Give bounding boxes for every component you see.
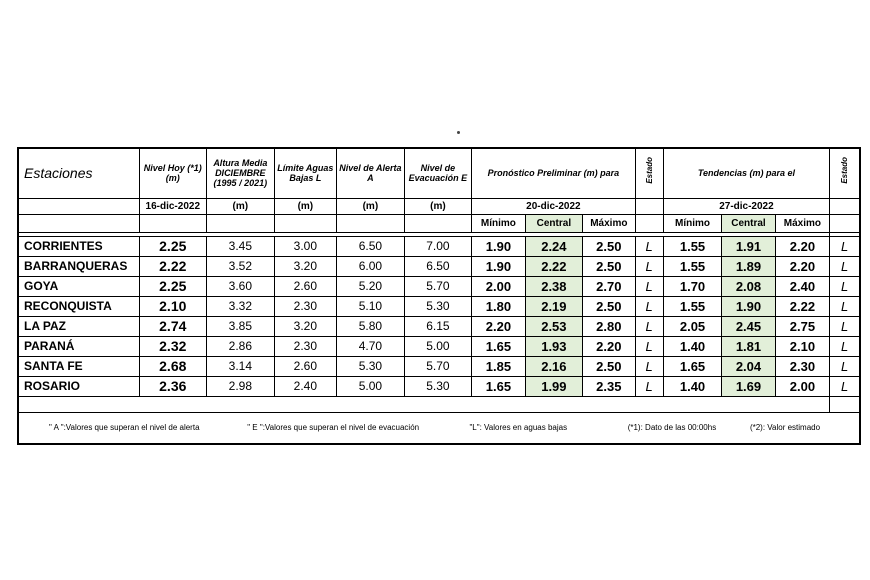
tendencia-estado: L — [830, 376, 860, 396]
header-pronostico: Pronóstico Preliminar (m) para — [472, 148, 635, 198]
tendencia-maximo: 2.20 — [775, 256, 829, 276]
nivel-alerta: 4.70 — [337, 336, 405, 356]
pronostico-maximo: 2.50 — [583, 236, 635, 256]
sub-minimo: Mínimo — [472, 214, 525, 232]
empty-cell — [830, 214, 860, 232]
altura-media: 3.85 — [207, 316, 275, 336]
tendencia-minimo: 1.70 — [663, 276, 721, 296]
unit-altura: (m) — [207, 198, 275, 214]
header-alerta: Nivel de Alerta A — [337, 148, 405, 198]
limite-aguas-bajas: 2.60 — [274, 276, 337, 296]
footer-bajas: "L": Valores en aguas bajas — [469, 423, 568, 433]
nivel-evacuacion: 6.15 — [404, 316, 472, 336]
table-row — [18, 256, 860, 276]
tendencia-central: 1.90 — [722, 296, 775, 316]
table-row — [18, 376, 860, 396]
tendencia-central: 1.69 — [722, 376, 775, 396]
station-name: BARRANQUERAS — [18, 256, 139, 276]
spacer-row — [18, 396, 830, 412]
pronostico-minimo: 1.90 — [472, 256, 525, 276]
nivel-alerta: 5.20 — [337, 276, 405, 296]
spacer-cell — [830, 396, 860, 412]
tendencia-minimo: 2.05 — [663, 316, 721, 336]
unit-alerta: (m) — [337, 198, 405, 214]
altura-media: 3.45 — [207, 236, 275, 256]
sub-central: Central — [525, 214, 582, 232]
nivel-alerta: 6.50 — [337, 236, 405, 256]
pronostico-central: 2.22 — [525, 256, 582, 276]
date-pronostico: 20-dic-2022 — [472, 198, 635, 214]
limite-aguas-bajas: 2.30 — [274, 296, 337, 316]
nivel-hoy: 2.25 — [139, 236, 207, 256]
tendencia-minimo: 1.55 — [663, 296, 721, 316]
pronostico-minimo: 1.90 — [472, 236, 525, 256]
empty-cell — [139, 214, 207, 232]
header-altura-media: Altura Media DICIEMBRE (1995 / 2021) — [207, 148, 275, 198]
nivel-alerta: 5.30 — [337, 356, 405, 376]
pronostico-minimo: 1.85 — [472, 356, 525, 376]
tendencia-central: 2.45 — [722, 316, 775, 336]
tendencia-minimo: 1.55 — [663, 256, 721, 276]
nivel-evacuacion: 5.00 — [404, 336, 472, 356]
tendencia-minimo: 1.40 — [663, 336, 721, 356]
pronostico-estado: L — [635, 356, 663, 376]
header-estado2: Estado — [840, 157, 850, 185]
table-row — [18, 236, 860, 256]
sub-maximo2: Máximo — [775, 214, 829, 232]
nivel-evacuacion: 5.70 — [404, 356, 472, 376]
tendencia-minimo: 1.55 — [663, 236, 721, 256]
stray-dot — [457, 131, 460, 134]
sub-central2: Central — [722, 214, 775, 232]
header-estaciones: Estaciones — [18, 148, 139, 198]
empty-cell — [404, 214, 472, 232]
header-tendencias: Tendencias (m) para el — [663, 148, 829, 198]
tendencia-minimo: 1.65 — [663, 356, 721, 376]
footer-alerta: " A ":Valores que superan el nivel de alerta — [49, 423, 200, 433]
empty-cell — [635, 198, 663, 214]
pronostico-maximo: 2.20 — [583, 336, 635, 356]
pronostico-estado: L — [635, 236, 663, 256]
tendencia-estado: L — [830, 276, 860, 296]
tendencia-maximo: 2.10 — [775, 336, 829, 356]
pronostico-estado: L — [635, 256, 663, 276]
limite-aguas-bajas: 2.60 — [274, 356, 337, 376]
tendencia-central: 1.81 — [722, 336, 775, 356]
header-estado-cell — [635, 148, 663, 198]
tendencia-estado: L — [830, 316, 860, 336]
pronostico-central: 2.16 — [525, 356, 582, 376]
footer-evacuacion: " E ":Valores que superan el nivel de evacuación — [247, 423, 420, 433]
tendencia-maximo: 2.00 — [775, 376, 829, 396]
tendencia-maximo: 2.22 — [775, 296, 829, 316]
pronostico-estado: L — [635, 336, 663, 356]
nivel-alerta: 6.00 — [337, 256, 405, 276]
limite-aguas-bajas: 2.40 — [274, 376, 337, 396]
pronostico-estado: L — [635, 296, 663, 316]
footer-dato: (*1): Dato de las 00:00hs — [627, 423, 717, 433]
pronostico-central: 2.24 — [525, 236, 582, 256]
tendencia-central: 2.04 — [722, 356, 775, 376]
tendencia-central: 1.91 — [722, 236, 775, 256]
pronostico-central: 2.38 — [525, 276, 582, 296]
date-tendencias: 27-dic-2022 — [663, 198, 829, 214]
pronostico-minimo: 1.65 — [472, 336, 525, 356]
nivel-hoy: 2.32 — [139, 336, 207, 356]
pronostico-minimo: 2.00 — [472, 276, 525, 296]
station-name: GOYA — [18, 276, 139, 296]
sub-minimo2: Mínimo — [663, 214, 721, 232]
nivel-hoy: 2.10 — [139, 296, 207, 316]
nivel-evacuacion: 5.30 — [404, 296, 472, 316]
empty-cell — [337, 214, 405, 232]
nivel-alerta: 5.00 — [337, 376, 405, 396]
station-name: SANTA FE — [18, 356, 139, 376]
unit-evacuacion: (m) — [404, 198, 472, 214]
altura-media: 3.14 — [207, 356, 275, 376]
river-levels-table — [17, 147, 861, 445]
tendencia-maximo: 2.40 — [775, 276, 829, 296]
pronostico-central: 2.19 — [525, 296, 582, 316]
altura-media: 3.60 — [207, 276, 275, 296]
pronostico-central: 1.93 — [525, 336, 582, 356]
footer-legend — [18, 412, 860, 444]
tendencia-estado: L — [830, 336, 860, 356]
tendencia-central: 1.89 — [722, 256, 775, 276]
tendencia-estado: L — [830, 256, 860, 276]
nivel-hoy: 2.22 — [139, 256, 207, 276]
pronostico-minimo: 2.20 — [472, 316, 525, 336]
nivel-evacuacion: 5.70 — [404, 276, 472, 296]
empty-cell — [18, 198, 139, 214]
pronostico-maximo: 2.70 — [583, 276, 635, 296]
nivel-evacuacion: 5.30 — [404, 376, 472, 396]
tendencia-maximo: 2.75 — [775, 316, 829, 336]
sub-maximo: Máximo — [583, 214, 635, 232]
pronostico-maximo: 2.50 — [583, 356, 635, 376]
nivel-evacuacion: 7.00 — [404, 236, 472, 256]
pronostico-minimo: 1.80 — [472, 296, 525, 316]
pronostico-central: 1.99 — [525, 376, 582, 396]
nivel-evacuacion: 6.50 — [404, 256, 472, 276]
station-name: PARANÁ — [18, 336, 139, 356]
pronostico-maximo: 2.50 — [583, 256, 635, 276]
tendencia-central: 2.08 — [722, 276, 775, 296]
pronostico-estado: L — [635, 276, 663, 296]
altura-media: 3.32 — [207, 296, 275, 316]
station-name: RECONQUISTA — [18, 296, 139, 316]
nivel-alerta: 5.10 — [337, 296, 405, 316]
empty-cell — [830, 198, 860, 214]
station-name: CORRIENTES — [18, 236, 139, 256]
station-name: LA PAZ — [18, 316, 139, 336]
table-row — [18, 276, 860, 296]
pronostico-maximo: 2.50 — [583, 296, 635, 316]
limite-aguas-bajas: 3.00 — [274, 236, 337, 256]
header-estado: Estado — [644, 157, 654, 185]
table-row — [18, 316, 860, 336]
pronostico-maximo: 2.35 — [583, 376, 635, 396]
empty-cell — [207, 214, 275, 232]
nivel-hoy: 2.25 — [139, 276, 207, 296]
tendencia-maximo: 2.30 — [775, 356, 829, 376]
header-nivel-hoy: Nivel Hoy (*1) (m) — [139, 148, 207, 198]
river-levels-table-container — [17, 147, 861, 445]
tendencia-estado: L — [830, 356, 860, 376]
limite-aguas-bajas: 3.20 — [274, 256, 337, 276]
table-row — [18, 336, 860, 356]
empty-cell — [18, 214, 139, 232]
header-estado2-cell — [830, 148, 860, 198]
tendencia-maximo: 2.20 — [775, 236, 829, 256]
tendencia-estado: L — [830, 296, 860, 316]
table-row — [18, 356, 860, 376]
station-name: ROSARIO — [18, 376, 139, 396]
nivel-hoy: 2.74 — [139, 316, 207, 336]
date-hoy: 16-dic-2022 — [139, 198, 207, 214]
footer-estimado: (*2): Valor estimado — [749, 423, 821, 433]
pronostico-estado: L — [635, 376, 663, 396]
pronostico-minimo: 1.65 — [472, 376, 525, 396]
nivel-alerta: 5.80 — [337, 316, 405, 336]
nivel-hoy: 2.68 — [139, 356, 207, 376]
altura-media: 2.86 — [207, 336, 275, 356]
altura-media: 2.98 — [207, 376, 275, 396]
empty-cell — [274, 214, 337, 232]
unit-limite: (m) — [274, 198, 337, 214]
pronostico-estado: L — [635, 316, 663, 336]
limite-aguas-bajas: 2.30 — [274, 336, 337, 356]
nivel-hoy: 2.36 — [139, 376, 207, 396]
limite-aguas-bajas: 3.20 — [274, 316, 337, 336]
altura-media: 3.52 — [207, 256, 275, 276]
empty-cell — [635, 214, 663, 232]
header-evacuacion: Nivel de Evacuación E — [404, 148, 472, 198]
table-row — [18, 296, 860, 316]
pronostico-maximo: 2.80 — [583, 316, 635, 336]
pronostico-central: 2.53 — [525, 316, 582, 336]
tendencia-estado: L — [830, 236, 860, 256]
tendencia-minimo: 1.40 — [663, 376, 721, 396]
header-limite: Límite Aguas Bajas L — [274, 148, 337, 198]
